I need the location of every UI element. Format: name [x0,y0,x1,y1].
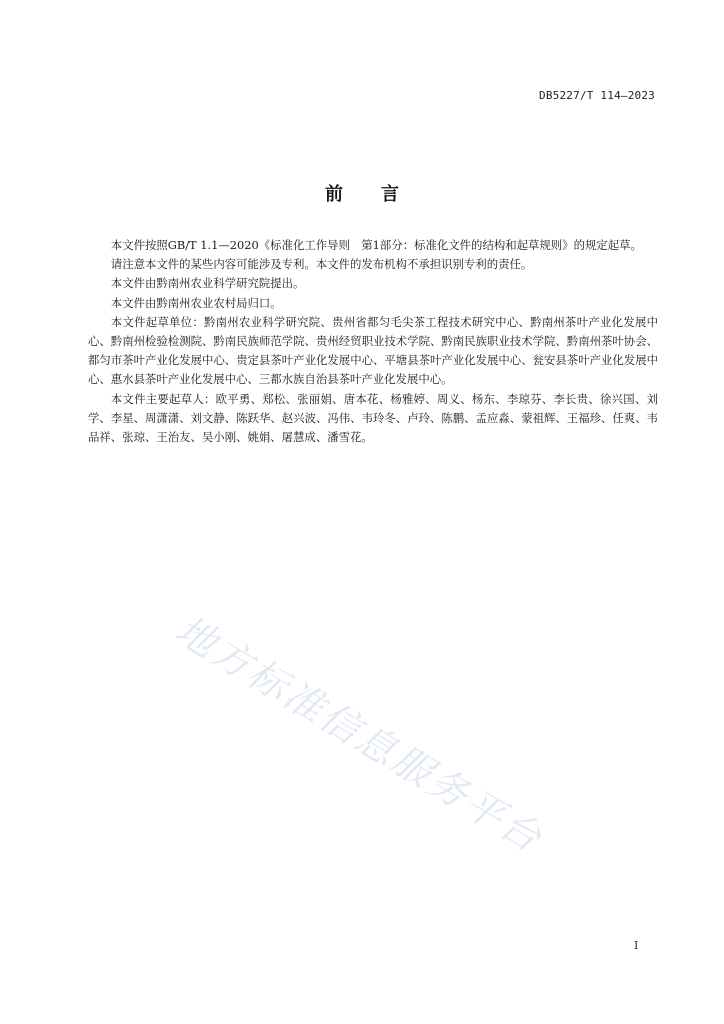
paragraph-drafting-units: 本文件起草单位：黔南州农业科学研究院、贵州省都匀毛尖茶工程技术研究中心、黔南州茶叶产业化发展中心、黔南州检验检测院、黔南民族师范学院、贵州经贸职业技术学院、黔南民族职业技术学院、黔南州茶叶协会、都匀市茶叶产业化发展中心、贵定县茶叶产业化发展中心、平塘县茶叶产业化发展中心、瓮安县茶叶产业化发展中心、惠水县茶叶产业化发展中心、三都水族自治县茶叶产业化发展中心。 [88,314,658,387]
paragraph-patent-notice: 请注意本文件的某些内容可能涉及专利。本文件的发布机构不承担识别专利的责任。 [110,257,533,272]
paragraph-drafting-rules: 本文件按照GB/T 1.1—2020《标准化工作导则 第1部分：标准化文件的结构和起草规则》的规定起草。 [110,238,642,252]
page-number: I [634,939,639,952]
watermark: 地方标准信息服务平台 [167,607,551,863]
page-title: 前言 [325,184,437,205]
document-code: DB5227/T 114—2023 [539,89,655,102]
paragraph-drafters: 本文件主要起草人：欧平勇、郑松、张丽娟、唐本花、杨雅婷、周义、杨东、李琼芬、李长贵、徐兴国、刘学、李星、周潇潇、刘文静、陈跃华、赵兴波、冯伟、韦玲冬、卢玲、陈鹏、孟应淼、蒙祖辉、王福珍、任爽、韦品祥、张琼、王治友、吴小刚、姚娟、屠慧成、潘雪花。 [88,391,658,445]
document-body [88,236,658,447]
paragraph-proposer: 本文件由黔南州农业科学研究院提出。 [110,276,305,291]
paragraph-centralized-unit: 本文件由黔南州农业农村局归口。 [110,295,282,310]
